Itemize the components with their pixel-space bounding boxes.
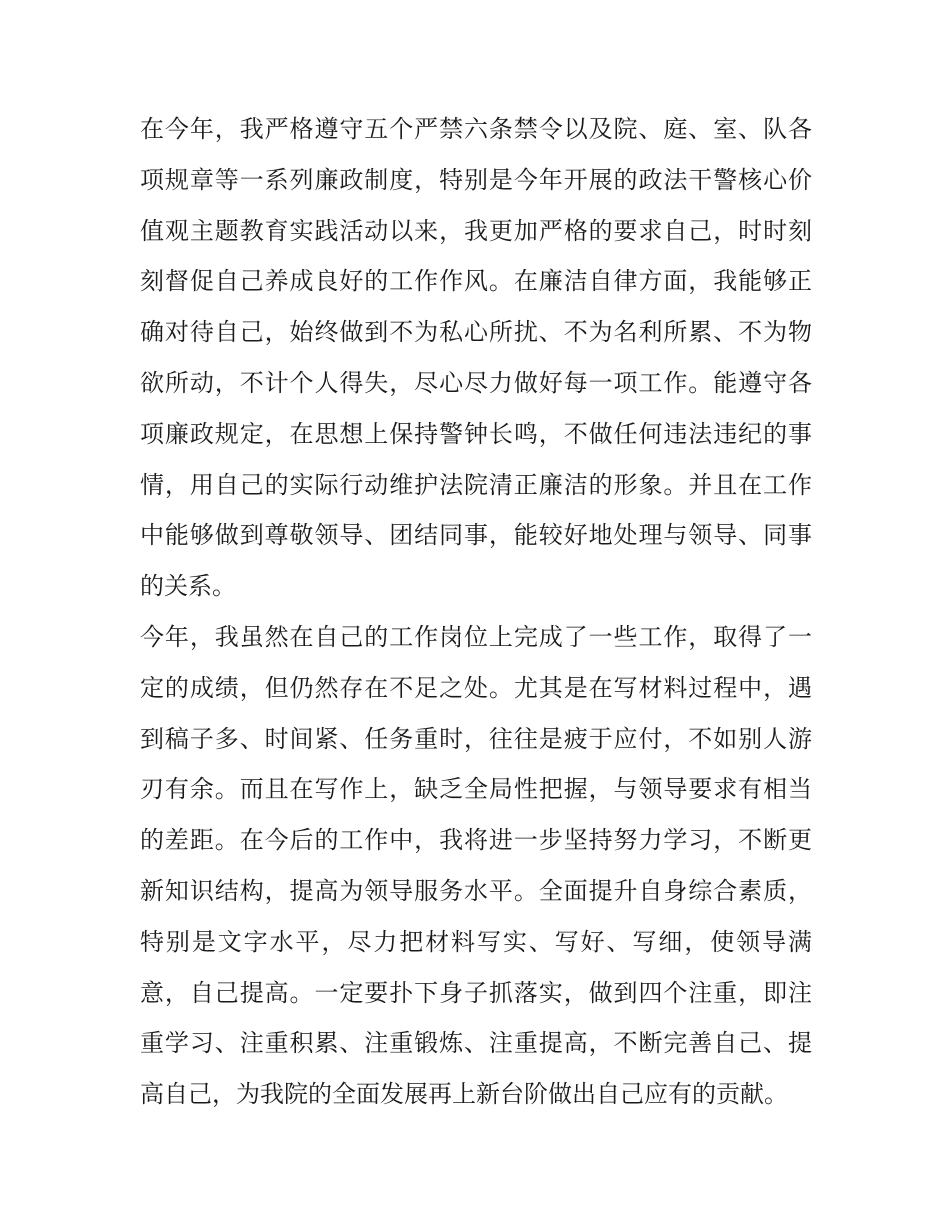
paragraph-line: 高自己，为我院的全面发展再上新台阶做出自己应有的贡献。 bbox=[140, 1080, 788, 1109]
document-page bbox=[140, 104, 812, 1120]
paragraph-line: 项规章等一系列廉政制度，特别是今年开展的政法干警核心价 bbox=[140, 165, 812, 194]
paragraph-line: 的关系。 bbox=[140, 572, 236, 601]
paragraph-2 bbox=[140, 612, 812, 1120]
paragraph-line: 特别是文字水平，尽力把材料写实、写好、写细，使领导满 bbox=[140, 927, 812, 956]
paragraph-1 bbox=[140, 104, 812, 612]
paragraph-line: 刻督促自己养成良好的工作作风。在廉洁自律方面，我能够正 bbox=[140, 267, 812, 296]
paragraph-line: 到稿子多、时间紧、任务重时，往往是疲于应付，不如别人游 bbox=[140, 724, 812, 753]
paragraph-line: 重学习、注重积累、注重锻炼、注重提高，不断完善自己、提 bbox=[140, 1029, 812, 1058]
paragraph-line: 值观主题教育实践活动以来，我更加严格的要求自己，时时刻 bbox=[140, 216, 812, 245]
paragraph-line: 欲所动，不计个人得失，尽心尽力做好每一项工作。能遵守各 bbox=[140, 368, 812, 397]
paragraph-line: 刃有余。而且在写作上，缺乏全局性把握，与领导要求有相当 bbox=[140, 775, 812, 804]
paragraph-line: 今年，我虽然在自己的工作岗位上完成了一些工作，取得了一 bbox=[140, 622, 812, 651]
paragraph-line: 项廉政规定，在思想上保持警钟长鸣，不做任何违法违纪的事 bbox=[140, 419, 812, 448]
paragraph-line: 确对待自己，始终做到不为私心所扰、不为名利所累、不为物 bbox=[140, 318, 812, 347]
paragraph-line: 定的成绩，但仍然存在不足之处。尤其是在写材料过程中，遇 bbox=[140, 673, 812, 702]
paragraph-line: 新知识结构，提高为领导服务水平。全面提升自身综合素质， bbox=[140, 876, 812, 905]
paragraph-line: 在今年，我严格遵守五个严禁六条禁令以及院、庭、室、队各 bbox=[140, 115, 812, 143]
paragraph-line: 情，用自己的实际行动维护法院清正廉洁的形象。并且在工作 bbox=[140, 470, 812, 499]
paragraph-line: 中能够做到尊敬领导、团结同事，能较好地处理与领导、同事 bbox=[140, 521, 812, 550]
paragraph-line: 意，自己提高。一定要扑下身子抓落实，做到四个注重，即注 bbox=[140, 978, 812, 1007]
paragraph-line: 的差距。在今后的工作中，我将进一步坚持努力学习，不断更 bbox=[140, 826, 812, 855]
